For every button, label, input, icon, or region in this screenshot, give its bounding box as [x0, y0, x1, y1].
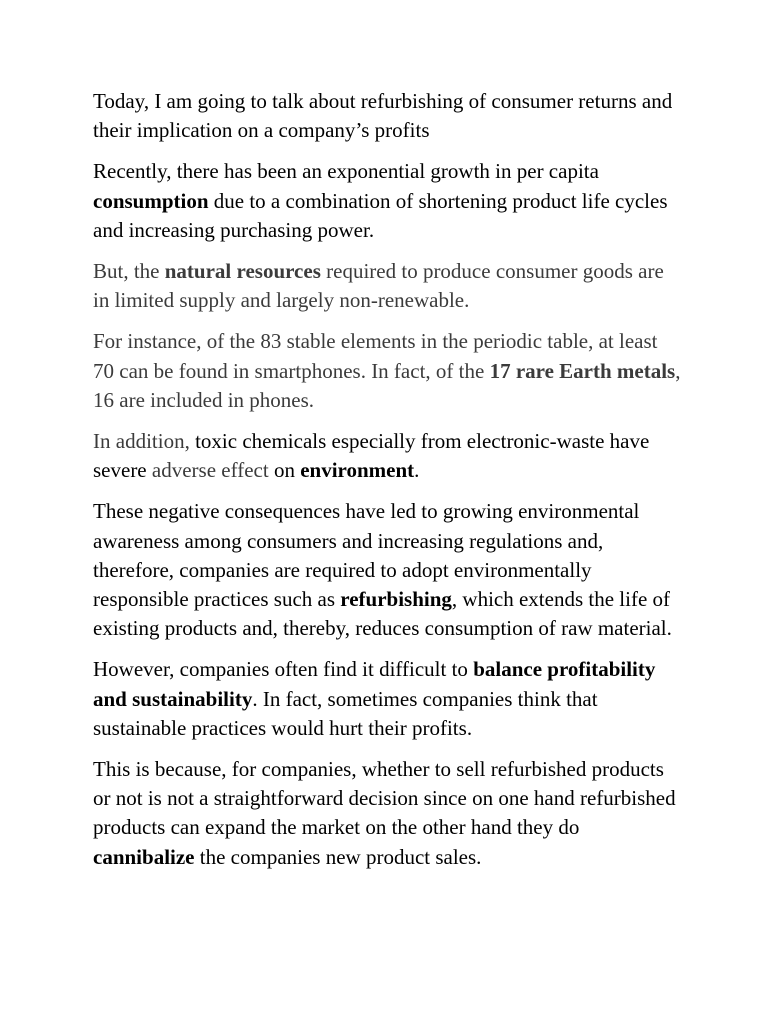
paragraph-profitability	[93, 655, 683, 743]
bold-term-consumption: consumption	[93, 188, 209, 213]
bold-term-natural-resources: natural resources	[164, 259, 321, 284]
bold-term-cannibalize: cannibalize	[93, 844, 195, 869]
text-run: on	[268, 458, 301, 483]
text-run: required to produce consumer goods are in limited supply and largely non-renewable.	[93, 259, 664, 313]
paragraph-consumption	[93, 157, 683, 245]
paragraph-cannibalize	[93, 755, 683, 872]
text-run: But, the	[93, 259, 165, 284]
text-run: This is because, for companies, whether to sell refurbished products or not is not a straightforward decision since on one hand refurbished products can expand the market on the other hand they do	[93, 757, 676, 840]
bold-term-environment: environment	[300, 458, 415, 483]
paragraph-toxic-chemicals	[93, 427, 683, 485]
text-run: . In fact, sometimes companies think that sustainable practices would hurt their profits.	[93, 686, 598, 740]
text-run: In addition,	[93, 429, 196, 454]
text-run: the companies new product sales.	[194, 844, 482, 869]
document-body	[93, 87, 683, 884]
text-run: Today, I am going to talk about refurbishing of consumer returns and their implication on a company’s profits	[93, 89, 673, 143]
paragraph-natural-resources	[93, 257, 683, 315]
paragraph-intro	[93, 87, 683, 145]
text-run: , which extends the life of existing products and, thereby, reduces consumption of raw material.	[93, 587, 672, 641]
paragraph-refurbishing	[93, 497, 683, 643]
text-run: toxic chemicals especially from electronic-waste have severe	[93, 429, 650, 483]
text-run: For instance, of the 83 stable elements in the periodic table, at least 70 can be found in smartphones. In fact, of the	[93, 329, 658, 383]
bold-term-refurbishing: refurbishing	[340, 587, 452, 612]
text-run: However, companies often find it difficult to	[93, 657, 474, 682]
bold-term-rare-earth-metals: 17 rare Earth metals	[489, 358, 676, 383]
text-run: Recently, there has been an exponential growth in per capita	[93, 159, 599, 184]
text-run: .	[414, 458, 420, 483]
text-run: adverse effect	[151, 458, 269, 483]
bold-term-balance-profitability: balance profitability and sustainability	[93, 657, 656, 711]
text-run: due to a combination of shortening product life cycles and increasing purchasing power.	[93, 188, 668, 242]
paragraph-rare-earth	[93, 327, 683, 415]
text-run: These negative consequences have led to growing environmental awareness among consumers and increasing regulations and, therefore, companies are required to adopt environmentally responsible practices such as	[93, 499, 640, 612]
text-run: , 16 are included in phones.	[93, 358, 681, 412]
